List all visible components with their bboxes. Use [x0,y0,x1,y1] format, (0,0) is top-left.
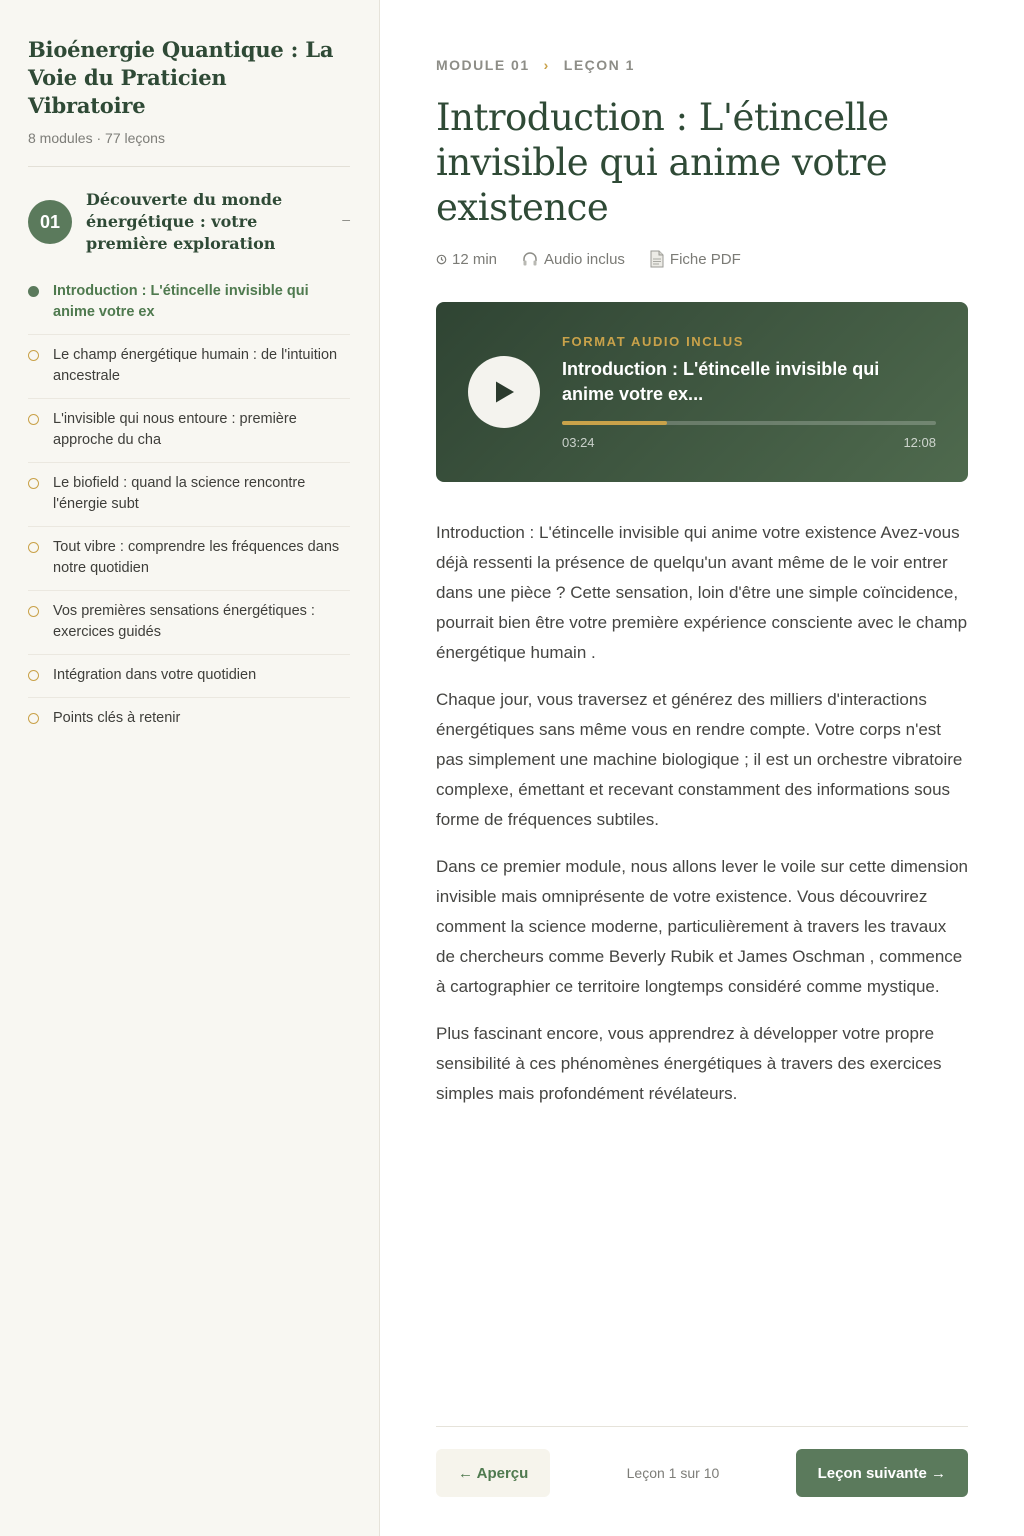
lesson-status-dot-icon [28,606,39,617]
play-button[interactable] [468,356,540,428]
audio-progress-bar[interactable] [562,421,936,425]
lesson-label: Le champ énergétique humain : de l'intuition ancestrale [53,347,338,384]
body-paragraph: Introduction : L'étincelle invisible qui anime votre existence Avez-vous déjà ressenti la présence de quelqu'un avant même de le voir entrer dans une pièce ? Cette sensation, loin d'être une simple coïncidence, pourrait bien être votre première expérience consciente avec le champ énergétique humain . [436,523,968,662]
lesson-status-dot-icon [28,414,39,425]
lesson-status-dot-icon [28,542,39,553]
audio-meta [521,250,625,268]
lesson-meta [436,250,968,268]
audio-track-title: Introduction : L'étincelle invisible qui anime votre ex... [562,359,880,404]
module-header[interactable] [28,189,350,255]
lesson-status-dot-icon [28,350,39,361]
lesson-content [436,0,968,1126]
breadcrumb-lesson: LEÇON 1 [563,57,635,73]
clock-icon [436,254,447,265]
lesson-label: Tout vibre : comprendre les fréquences dans notre quotidien [53,539,340,576]
body-paragraph: Dans ce premier module, nous allons lever le voile sur cette dimension invisible mais omniprésente de votre existence. Vous découvrirez comment la science moderne, particulièrement à travers les travaux de chercheurs comme Beverly Rubik et James Oschman , commence à cartographier ce territoire longtemps considéré comme mystique. [436,857,968,996]
lesson-label: Points clés à retenir [53,710,181,726]
body-paragraph: Plus fascinant encore, vous apprendrez à développer votre propre sensibilité à ces phénomènes énergétiques à travers des exercices simples mais profondément révélateurs. [436,1024,942,1103]
lesson-status-dot-icon [28,713,39,724]
duration-meta [436,251,497,268]
sidebar-lesson-item[interactable] [28,655,350,698]
lesson-status-dot-icon [28,670,39,681]
lesson-label: Le biofield : quand la science rencontre l'énergie subt [53,475,306,512]
breadcrumb-module[interactable]: MODULE 01 [436,57,530,73]
lesson-label: L'invisible qui nous entoure : première approche du cha [53,411,297,448]
player-info [562,334,936,450]
module-number-badge: 01 [28,200,72,244]
lesson-label: Intégration dans votre quotidien [53,667,257,683]
headphones-icon [521,250,539,268]
lesson-body [436,518,968,1109]
body-paragraph: Chaque jour, vous traversez et générez des milliers d'interactions énergétiques sans même vous en rendre compte. Votre corps n'est pas simplement une machine biologique ; il est un orchestre vibratoire complexe, émettant et recevant constamment des informations sous forme de fréquences subtiles. [436,690,963,829]
play-icon [492,379,516,405]
lesson-counter: Leçon 1 sur 10 [626,1465,720,1481]
total-time: 12:08 [903,435,936,450]
lesson-list [28,281,350,740]
sidebar-lesson-item[interactable] [28,335,350,399]
course-meta: 8 modules · 77 leçons [28,130,350,167]
module-title: Découverte du monde énergétique : votre première exploration [86,190,283,253]
document-icon [649,250,665,268]
previous-button[interactable]: ← Aperçu [436,1449,550,1497]
pdf-meta[interactable] [649,250,741,268]
chevron-right-icon: › [543,57,550,73]
lesson-status-dot-icon [28,478,39,489]
audio-time-row [562,435,936,450]
next-lesson-button[interactable]: Leçon suivante → [796,1449,968,1497]
audio-format-label: FORMAT AUDIO INCLUS [562,334,745,349]
course-sidebar [0,0,380,1536]
sidebar-lesson-item[interactable] [28,281,350,335]
pdf-label[interactable]: Fiche PDF [669,250,741,268]
lesson-footer [436,1426,968,1497]
lesson-label: Vos premières sensations énergétiques : exercices guidés [53,603,315,640]
lesson-label: Introduction : L'étincelle invisible qui anime votre ex [53,283,309,320]
breadcrumb [436,57,968,73]
course-title: Bioénergie Quantique : La Voie du Praticien Vibratoire [28,37,334,118]
sidebar-lesson-item[interactable] [28,698,350,740]
sidebar-lesson-item[interactable] [28,591,350,655]
duration-label: 12 min [452,250,498,268]
audio-progress-fill [562,421,667,425]
current-time: 03:24 [562,435,595,450]
audio-player [436,302,968,482]
audio-label: Audio inclus [544,250,625,268]
sidebar-lesson-item[interactable] [28,527,350,591]
sidebar-lesson-item[interactable] [28,399,350,463]
page-title: Introduction : L'étincelle invisible qui anime votre existence [436,96,889,229]
collapse-toggle-icon[interactable]: – [342,211,350,227]
sidebar-lesson-item[interactable] [28,463,350,527]
current-lesson-dot-icon [28,286,39,297]
